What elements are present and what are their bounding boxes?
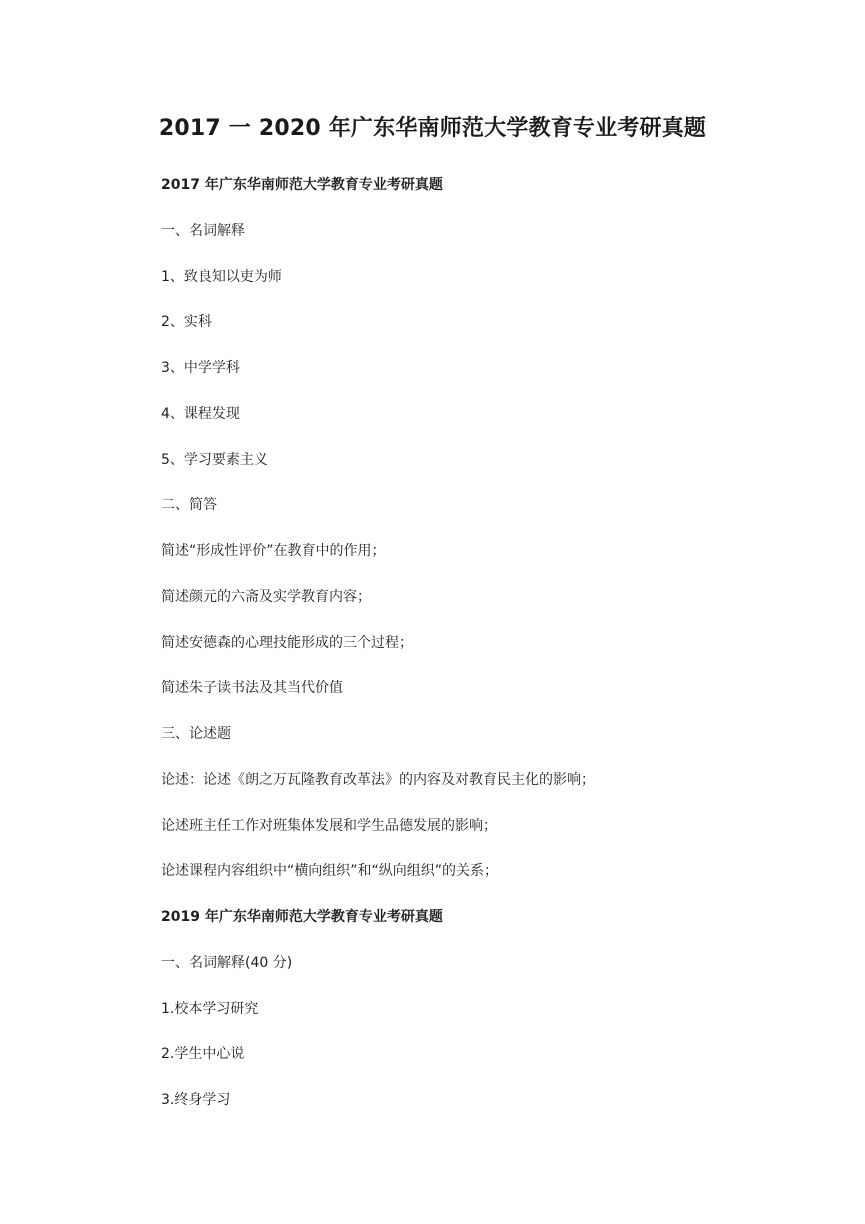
document-title: 2017 一 2020 年广东华南师范大学教育专业考研真题 <box>158 116 707 141</box>
section-heading: 2019 年广东华南师范大学教育专业考研真题 <box>161 909 443 925</box>
text-line: 5、学习要素主义 <box>161 451 268 468</box>
text-line: 简述颜元的六斋及实学教育内容； <box>161 588 371 605</box>
text-line: 简述安德森的心理技能形成的三个过程； <box>161 634 413 651</box>
text-line: 论述：论述《朗之万瓦隆教育改革法》的内容及对教育民主化的影响； <box>161 771 595 788</box>
section-heading: 2017 年广东华南师范大学教育专业考研真题 <box>161 177 443 193</box>
text-line: 一、名词解释 <box>161 222 245 239</box>
text-line: 三、论述题 <box>161 726 231 742</box>
text-line: 2、实科 <box>161 314 212 331</box>
text-line: 论述课程内容组织中“横向组织”和“纵向组织”的关系； <box>161 863 499 880</box>
text-line: 4、课程发现 <box>161 405 240 422</box>
text-line: 简述朱子读书法及其当代价值 <box>161 680 343 697</box>
text-line: 论述班主任工作对班集体发展和学生品德发展的影响； <box>161 817 497 834</box>
text-line: 简述“形成性评价”在教育中的作用； <box>161 543 386 559</box>
text-line: 2.学生中心说 <box>161 1046 245 1063</box>
text-line: 1、致良知以吏为师 <box>161 268 282 285</box>
text-line: 一、名词解释(40 分) <box>161 954 293 971</box>
text-line: 3.终身学习 <box>161 1092 231 1108</box>
text-line: 3、中学学科 <box>161 360 240 376</box>
text-line: 1.校本学习研究 <box>161 1000 259 1017</box>
text-line: 二、简答 <box>161 497 217 514</box>
